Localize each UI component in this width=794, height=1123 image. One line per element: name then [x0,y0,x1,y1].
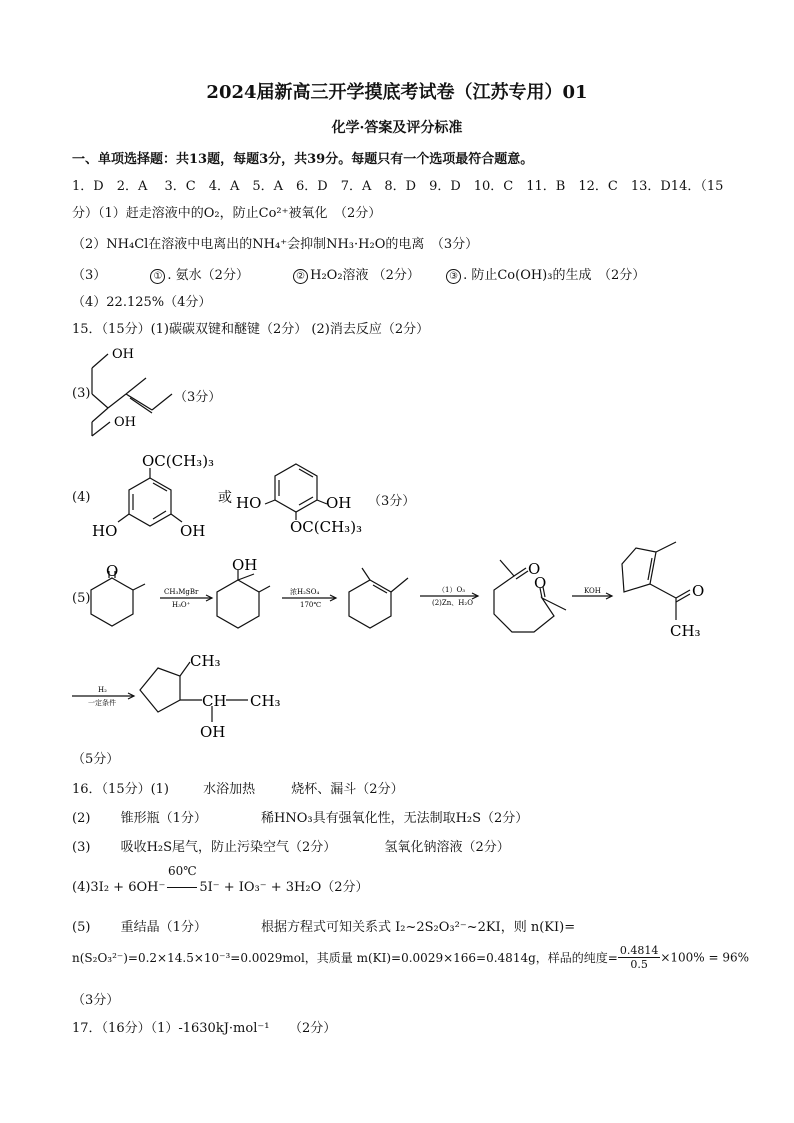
q16-line1-prefix: 16．（15分）(1) [72,782,169,797]
q15-p5-reagent5-bottom: 一定条件 [88,699,116,707]
q15-p4-or: 或 [218,490,232,506]
purity-numerator: 0.4814 [619,944,659,957]
q16-line6 [72,944,749,971]
q15-p5-reagent4: KOH [584,587,601,595]
q17-line1: 17．（16分）（1）-1630kJ·mol⁻¹ （2分） [72,1021,337,1036]
circle-3-icon: ③ [446,269,461,284]
q16-line2-prefix: (2) [72,811,91,826]
q15-p5-oh: OH [232,556,258,574]
q16-line4-left: (4)3I₂ + 6OH⁻ [72,880,166,895]
q15-p3-score: （3分） [174,390,222,405]
q15-p5-reagent1-bottom: H₃O⁺ [172,601,191,609]
q15-p5-reagent2-top: 浓H₂SO₄ [290,588,320,596]
q16-line3-prefix: (3) [72,840,91,855]
q15-p3-oh-top: OH [112,347,134,362]
q15-p5-reagent5-top: H₂ [98,686,107,694]
q14-part2: （2）NH₄Cl在溶液中电离出的NH₄⁺会抑制NH₃·H₂O的电离 （3分） [72,237,479,252]
q15-p5-o1: O [106,562,119,580]
q15-p5-reagent1-top: CH₃MgBr [164,588,199,596]
q15-p4-sub1: OC(CH₃)₃ [142,452,215,470]
q16-line1-a: 水浴加热 [203,782,256,797]
q16-line4-right: 5I⁻ + IO₃⁻ + 3H₂O（2分） [199,880,369,895]
q16-line4-cond: 60℃ [167,864,197,878]
page-subtitle: 化学·答案及评分标准 [331,120,463,136]
q15-p5-ch3-4: CH₃ [670,622,701,640]
q14-part4: （4）22.125%（4分） [72,295,212,310]
q15-p4-label: (4) [72,490,91,505]
q15-line1: 15．（15分）(1)碳碳双键和醚键（2分） (2)消去反应（2分） [72,322,430,337]
q16-line6-tail: ×100% = 96% [660,950,750,965]
q16-line3-a: 吸收H₂S尾气，防止污染空气（2分） [120,840,337,855]
q15-p5-ch3-top: CH₃ [190,652,221,670]
q15-p5-o2: O [528,560,541,578]
q15-p4-sub2: OC(CH₃)₃ [290,518,363,536]
q16-line1-b: 烧杯、漏斗（2分） [291,782,404,797]
circle-2-icon: ② [293,269,308,284]
q15-p5-reagent3-top: （1）O₃ [438,586,465,594]
q15-p5-oh-final: OH [200,723,226,741]
q15-p5-reagent2-bottom: 170℃ [300,601,322,609]
q16-line5-b: 根据方程式可知关系式 I₂~2S₂O₃²⁻~2KI，则 n(KI)= [260,920,576,935]
q15-p4-oh1: OH [180,522,206,540]
q16-line1 [72,778,404,797]
q16-line5 [72,916,575,935]
circle-1-icon: ① [150,269,165,284]
q16-line4-arrow [167,887,197,888]
q14-part3-a: . 氨水（2分） [167,268,249,283]
q15-p5-o4: O [692,582,705,600]
q15-p5-o3: O [534,574,547,592]
q16-line2 [72,807,528,826]
q15-p4-ho1: HO [92,522,118,540]
q15-p5-score: （5分） [72,752,120,767]
q14-part1: 分）（1）赶走溶液中的O₂，防止Co²⁺被氧化 （2分） [72,206,382,221]
q15-p4-score: （3分） [368,494,416,509]
q14-part3-prefix: （3） [72,268,107,283]
q16-line6-text: n(S₂O₃²⁻)=0.2×14.5×10⁻³=0.0029mol，其质量 m(KI)=0.0029×166=0.4814g，样品的纯度= [72,951,618,965]
q16-line7: （3分） [72,993,120,1008]
page-title: 2024届新高三开学摸底考试卷（江苏专用）01 [206,82,588,103]
q16-line5-a: 重结晶（1分） [120,920,207,935]
q15-p4-oh2: OH [326,494,352,512]
answers-line1: 1．D 2．A 3．C 4．A 5．A 6．D 7．A 8．D 9．D 10．C 11．B 12．C 13．D14．（15 [72,179,724,194]
q14-part3-c: . 防止Co(OH)₃的生成 （2分） [463,268,646,283]
purity-denominator: 0.5 [630,958,648,971]
q15-p5-reagent3-bottom: (2)Zn、H₂O [432,599,473,607]
q15-p5-ch3-right: CH₃ [250,692,281,710]
q16-line3-b: 氢氧化钠溶液（2分） [384,840,510,855]
q14-part3-b: H₂O₂溶液 （2分） [310,268,420,283]
q16-line5-prefix: (5) [72,920,91,935]
q16-line3 [72,836,510,855]
q15-p3-oh-bottom: OH [114,415,136,430]
q16-line4 [72,864,369,895]
q16-line2-a: 锥形瓶（1分） [120,811,207,826]
q16-line2-b: 稀HNO₃具有强氧化性，无法制取H₂S（2分） [260,811,529,826]
section1-heading: 一、单项选择题：共13题，每题3分，共39分。每题只有一个选项最符合题意。 [72,152,534,167]
q15-p5-ch: CH [202,692,227,710]
q15-p5-label: (5) [72,591,91,606]
purity-fraction [618,944,661,971]
q15-p3-label: (3) [72,386,91,401]
q15-p4-ho2: HO [236,494,262,512]
